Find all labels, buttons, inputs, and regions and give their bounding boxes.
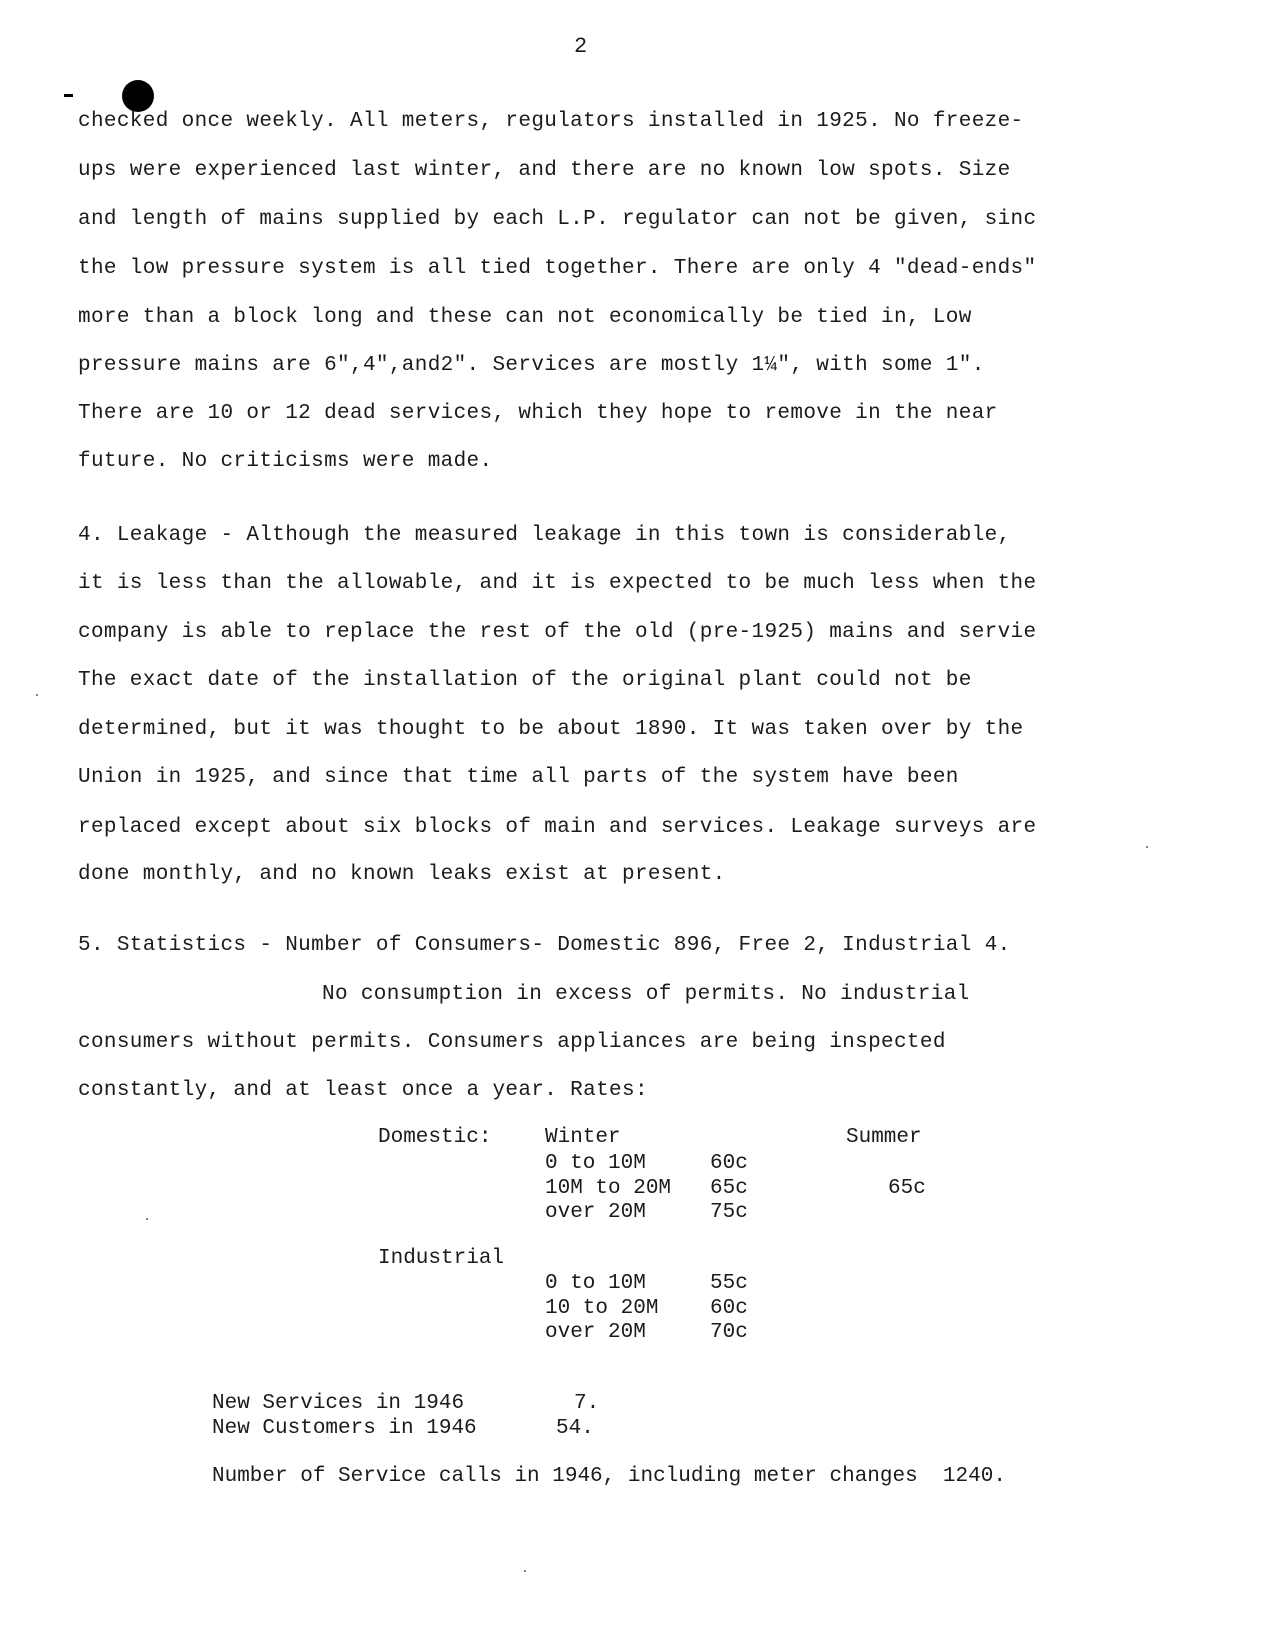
domestic-winter-rate: 65c [710,1177,748,1200]
paragraph-2-line: done monthly, and no known leaks exist at present. [78,863,726,886]
paper-speck [1146,846,1148,848]
paragraph-1-line: There are 10 or 12 dead services, which they hope to remove in the near [78,402,998,425]
industrial-rate: 55c [710,1272,748,1295]
industrial-rate: 60c [710,1297,748,1320]
domestic-summer-rate: 65c [888,1177,926,1200]
paragraph-1-line: future. No criticisms were made. [78,450,493,473]
new-services-label: New Services in 1946 [212,1392,465,1415]
new-services-value: 7. [574,1392,600,1415]
rates-domestic-label: Domestic: [378,1126,492,1149]
margin-mark [64,94,73,97]
domestic-rate-range: 0 to 10M [545,1152,646,1175]
paragraph-2-line: it is less than the allowable, and it is expected to be much less when the [78,572,1037,595]
paragraph-1-line: ups were experienced last winter, and there are no known low spots. Size [78,159,1011,182]
rates-summer-header: Summer [846,1126,922,1149]
paragraph-3-line: No consumption in excess of permits. No industrial [322,983,970,1006]
rates-industrial-label: Industrial [378,1247,505,1270]
domestic-rate-range: over 20M [545,1201,646,1224]
paragraph-1-line: the low pressure system is all tied together. There are only 4 "dead-ends" [78,257,1037,280]
new-customers-value: 54. [556,1417,594,1440]
rates-winter-header: Winter [545,1126,621,1149]
paper-speck [36,694,38,696]
paper-speck [524,1570,526,1572]
industrial-rate: 70c [710,1321,748,1344]
page-number: 2 [574,34,588,59]
paragraph-2-line: company is able to replace the rest of the old (pre-1925) mains and servie [78,621,1037,644]
new-customers-label: New Customers in 1946 [212,1417,477,1440]
paragraph-2-line: determined, but it was thought to be about 1890. It was taken over by the [78,718,1024,741]
paragraph-2-line: replaced except about six blocks of main and services. Leakage surveys are [78,816,1037,839]
domestic-rate-range: 10M to 20M [545,1177,672,1200]
paragraph-1-line: pressure mains are 6",4",and2". Services are mostly 1¼", with some 1". [78,354,985,377]
paragraph-2-line: 4. Leakage - Although the measured leakage in this town is considerable, [78,524,1011,547]
paragraph-3-line: constantly, and at least once a year. Rates: [78,1079,648,1102]
paragraph-1-line: checked once weekly. All meters, regulators installed in 1925. No freeze- [78,110,1024,133]
industrial-rate-range: over 20M [545,1321,646,1344]
industrial-rate-range: 0 to 10M [545,1272,646,1295]
service-calls-line: Number of Service calls in 1946, including meter changes 1240. [212,1465,1006,1488]
industrial-rate-range: 10 to 20M [545,1297,659,1320]
paragraph-3-line: consumers without permits. Consumers appliances are being inspected [78,1031,946,1054]
domestic-winter-rate: 60c [710,1152,748,1175]
paragraph-2-line: The exact date of the installation of the original plant could not be [78,669,972,692]
paragraph-1-line: more than a block long and these can not economically be tied in, Low [78,306,972,329]
domestic-winter-rate: 75c [710,1201,748,1224]
paragraph-1-line: and length of mains supplied by each L.P. regulator can not be given, sinc [78,208,1037,231]
paragraph-3-line: 5. Statistics - Number of Consumers- Domestic 896, Free 2, Industrial 4. [78,934,1011,957]
hole-punch-mark [122,80,154,112]
paragraph-2-line: Union in 1925, and since that time all parts of the system have been [78,766,959,789]
paper-speck [146,1218,148,1220]
